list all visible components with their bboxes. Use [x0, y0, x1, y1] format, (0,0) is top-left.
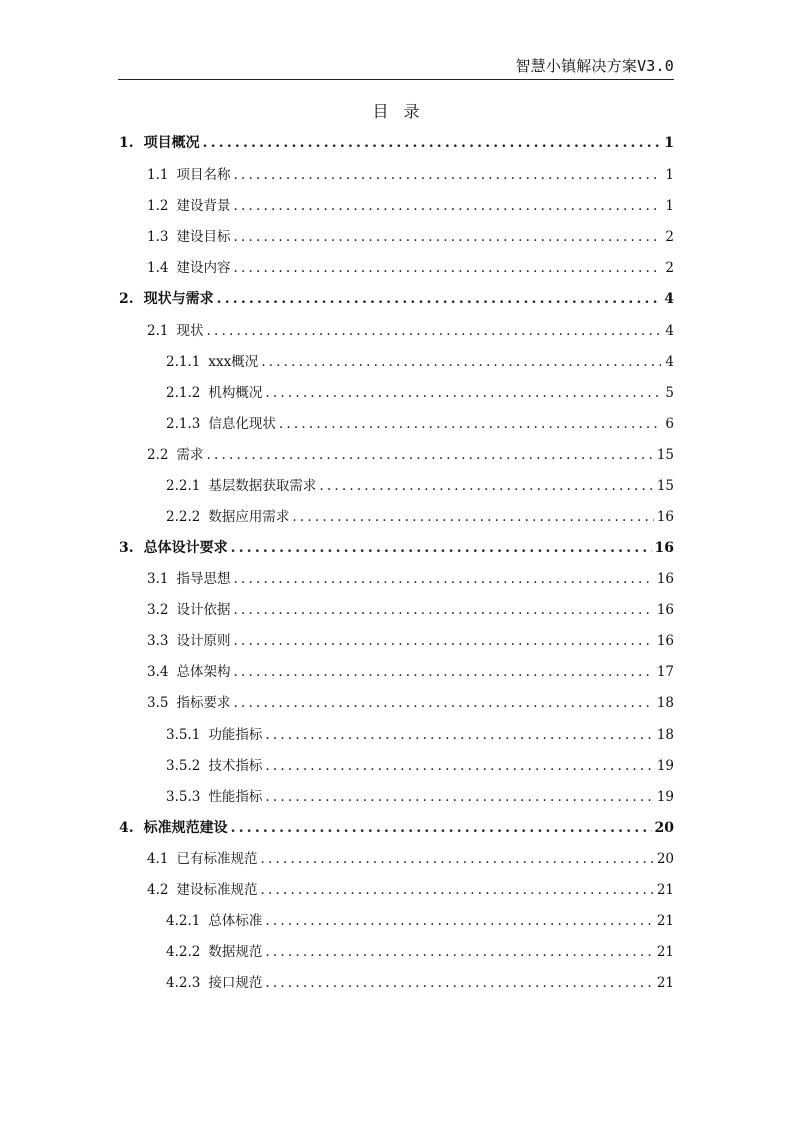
toc-entry[interactable]	[166, 475, 674, 497]
toc-dot-leader	[233, 164, 661, 186]
toc-entry-number: 1.3	[147, 229, 169, 245]
toc-entry-label: 设计依据	[176, 602, 231, 618]
toc-entry[interactable]	[166, 755, 674, 777]
toc-entry[interactable]	[119, 288, 674, 310]
toc-entry[interactable]	[147, 320, 674, 342]
toc-entry-page: 4	[665, 323, 674, 339]
toc-entry[interactable]	[147, 848, 674, 870]
toc-dot-leader	[233, 257, 661, 279]
toc-entry-page: 16	[656, 571, 674, 587]
toc-entry-page: 16	[656, 602, 674, 618]
toc-entry[interactable]	[166, 786, 674, 808]
toc-entry[interactable]	[147, 164, 674, 186]
toc-dot-leader	[265, 382, 661, 404]
toc-entry-page: 2	[665, 260, 674, 276]
toc-entry[interactable]	[166, 972, 674, 994]
toc-entry-label: 建设目标	[176, 229, 231, 245]
toc-dot-leader	[231, 537, 652, 559]
toc-entry-page: 4	[665, 354, 674, 370]
toc-entry[interactable]	[166, 724, 674, 746]
toc-entry-page: 19	[656, 758, 674, 774]
toc-dot-leader	[203, 132, 661, 154]
toc-dot-leader	[233, 692, 653, 714]
toc-entry-page: 18	[656, 727, 674, 743]
toc-entry[interactable]	[166, 351, 674, 373]
toc-entry-label: 建设内容	[176, 260, 231, 276]
toc-entry[interactable]	[147, 879, 674, 901]
toc-entry-label: 现状与需求	[143, 291, 214, 307]
toc-entry[interactable]	[147, 195, 674, 217]
toc-entry-page: 20	[654, 820, 674, 836]
toc-entry-number: 1.	[119, 135, 134, 151]
toc-entry[interactable]	[147, 661, 674, 683]
document-header: 智慧小镇解决方案V3.0	[515, 57, 674, 75]
toc-dot-leader	[292, 506, 653, 528]
toc-entry-label: xxx概况	[208, 354, 259, 370]
toc-entry-number: 2.2	[147, 447, 169, 463]
toc-entry-number: 2.2.2	[166, 509, 201, 525]
toc-entry-number: 3.2	[147, 602, 169, 618]
toc-entry-page: 1	[665, 167, 674, 183]
toc-dot-leader	[260, 879, 653, 901]
toc-entry-number: 3.4	[147, 664, 169, 680]
toc-entry-label: 技术指标	[208, 758, 263, 774]
toc-entry-page: 1	[665, 198, 674, 214]
toc-entry-page: 15	[656, 447, 674, 463]
toc-entry[interactable]	[119, 132, 674, 154]
toc-entry-number: 2.2.1	[166, 478, 201, 494]
toc-entry-page: 1	[664, 135, 674, 151]
toc-entry-page: 21	[656, 975, 674, 991]
toc-entry-label: 标准规范建设	[143, 820, 228, 836]
toc-dot-leader	[265, 755, 653, 777]
toc-entry-number: 2.1	[147, 323, 169, 339]
toc-entry-label: 性能指标	[208, 789, 263, 805]
toc-dot-leader	[233, 630, 653, 652]
toc-entry-label: 数据规范	[208, 944, 263, 960]
toc-entry-label: 接口规范	[208, 975, 263, 991]
toc-entry-label: 指标要求	[176, 695, 231, 711]
toc-entry-page: 17	[656, 664, 674, 680]
toc-entry[interactable]	[147, 257, 674, 279]
toc-entry-number: 4.2.3	[166, 975, 201, 991]
toc-dot-leader	[206, 320, 661, 342]
toc-entry-page: 6	[665, 416, 674, 432]
toc-entry[interactable]	[166, 506, 674, 528]
toc-dot-leader	[260, 848, 653, 870]
toc-entry-label: 项目概况	[143, 135, 200, 151]
toc-entry-number: 2.	[119, 291, 134, 307]
toc-dot-leader	[279, 413, 661, 435]
toc-entry-number: 3.5.1	[166, 727, 201, 743]
toc-entry-page: 21	[656, 913, 674, 929]
toc-entry-label: 需求	[176, 447, 204, 463]
toc-entry[interactable]	[147, 630, 674, 652]
toc-entry-label: 现状	[176, 323, 204, 339]
toc-entry-number: 1.4	[147, 260, 169, 276]
toc-entry-number: 4.	[119, 820, 134, 836]
toc-entry-page: 15	[656, 478, 674, 494]
toc-entry-page: 21	[656, 944, 674, 960]
toc-entry-page: 19	[656, 789, 674, 805]
toc-entry-number: 4.2	[147, 882, 169, 898]
toc-dot-leader	[233, 226, 661, 248]
toc-entry-page: 21	[656, 882, 674, 898]
toc-dot-leader	[265, 972, 653, 994]
toc-entry[interactable]	[119, 817, 674, 839]
toc-dot-leader	[233, 568, 653, 590]
toc-dot-leader	[319, 475, 653, 497]
toc-entry[interactable]	[147, 692, 674, 714]
toc-entry-number: 4.1	[147, 851, 169, 867]
toc-dot-leader	[233, 599, 653, 621]
toc-entry-number: 1.2	[147, 198, 169, 214]
toc-dot-leader	[265, 941, 653, 963]
toc-dot-leader	[265, 786, 653, 808]
toc-entry-label: 设计原则	[176, 633, 231, 649]
toc-entry-page: 5	[665, 385, 674, 401]
toc-entry-label: 项目名称	[176, 167, 231, 183]
toc-dot-leader	[261, 351, 661, 373]
toc-dot-leader	[233, 661, 653, 683]
toc-entry-label: 数据应用需求	[208, 509, 290, 525]
toc-entry[interactable]	[166, 382, 674, 404]
toc-entry[interactable]	[119, 537, 674, 559]
toc-entry-label: 总体标准	[208, 913, 263, 929]
toc-entry[interactable]	[147, 444, 674, 466]
toc-entry-number: 2.1.2	[166, 385, 201, 401]
toc-entry-number: 3.1	[147, 571, 169, 587]
toc-entry[interactable]	[166, 413, 674, 435]
toc-dot-leader	[233, 195, 661, 217]
toc-entry[interactable]	[166, 941, 674, 963]
toc-entry-number: 1.1	[147, 167, 169, 183]
toc-entry-label: 基层数据获取需求	[208, 478, 317, 494]
toc-dot-leader	[265, 724, 653, 746]
toc-entry-number: 2.1.1	[166, 354, 201, 370]
toc-dot-leader	[217, 288, 661, 310]
toc-entry-label: 总体架构	[176, 664, 231, 680]
toc-entry-number: 3.	[119, 540, 134, 556]
toc-entry[interactable]	[166, 910, 674, 932]
toc-entry-number: 3.3	[147, 633, 169, 649]
toc-entry-number: 4.2.2	[166, 944, 201, 960]
toc-entry-number: 3.5.2	[166, 758, 201, 774]
toc-entry-page: 16	[656, 633, 674, 649]
toc-entry-page: 16	[654, 540, 674, 556]
toc-entry-label: 已有标准规范	[176, 851, 258, 867]
toc-title: 目 录	[372, 102, 420, 121]
toc-entry-page: 4	[664, 291, 674, 307]
toc-entry-label: 信息化现状	[208, 416, 276, 432]
toc-dot-leader	[231, 817, 652, 839]
toc-entry-label: 建设标准规范	[176, 882, 258, 898]
toc-entry-number: 3.5.3	[166, 789, 201, 805]
toc-entry-page: 18	[656, 695, 674, 711]
toc-entry-label: 总体设计要求	[143, 540, 228, 556]
toc-entry-label: 机构概况	[208, 385, 263, 401]
toc-dot-leader	[265, 910, 653, 932]
toc-entry[interactable]	[147, 226, 674, 248]
toc-entry-label: 指导思想	[176, 571, 231, 587]
toc-entry-page: 20	[656, 851, 674, 867]
toc-entry-number: 4.2.1	[166, 913, 201, 929]
toc-dot-leader	[206, 444, 653, 466]
toc-entry-number: 3.5	[147, 695, 169, 711]
toc-entry-label: 建设背景	[176, 198, 231, 214]
toc-entry[interactable]	[147, 568, 674, 590]
toc-entry-label: 功能指标	[208, 727, 263, 743]
toc-entry-page: 2	[665, 229, 674, 245]
toc-entry-page: 16	[656, 509, 674, 525]
toc-entry-number: 2.1.3	[166, 416, 201, 432]
toc-entry[interactable]	[147, 599, 674, 621]
